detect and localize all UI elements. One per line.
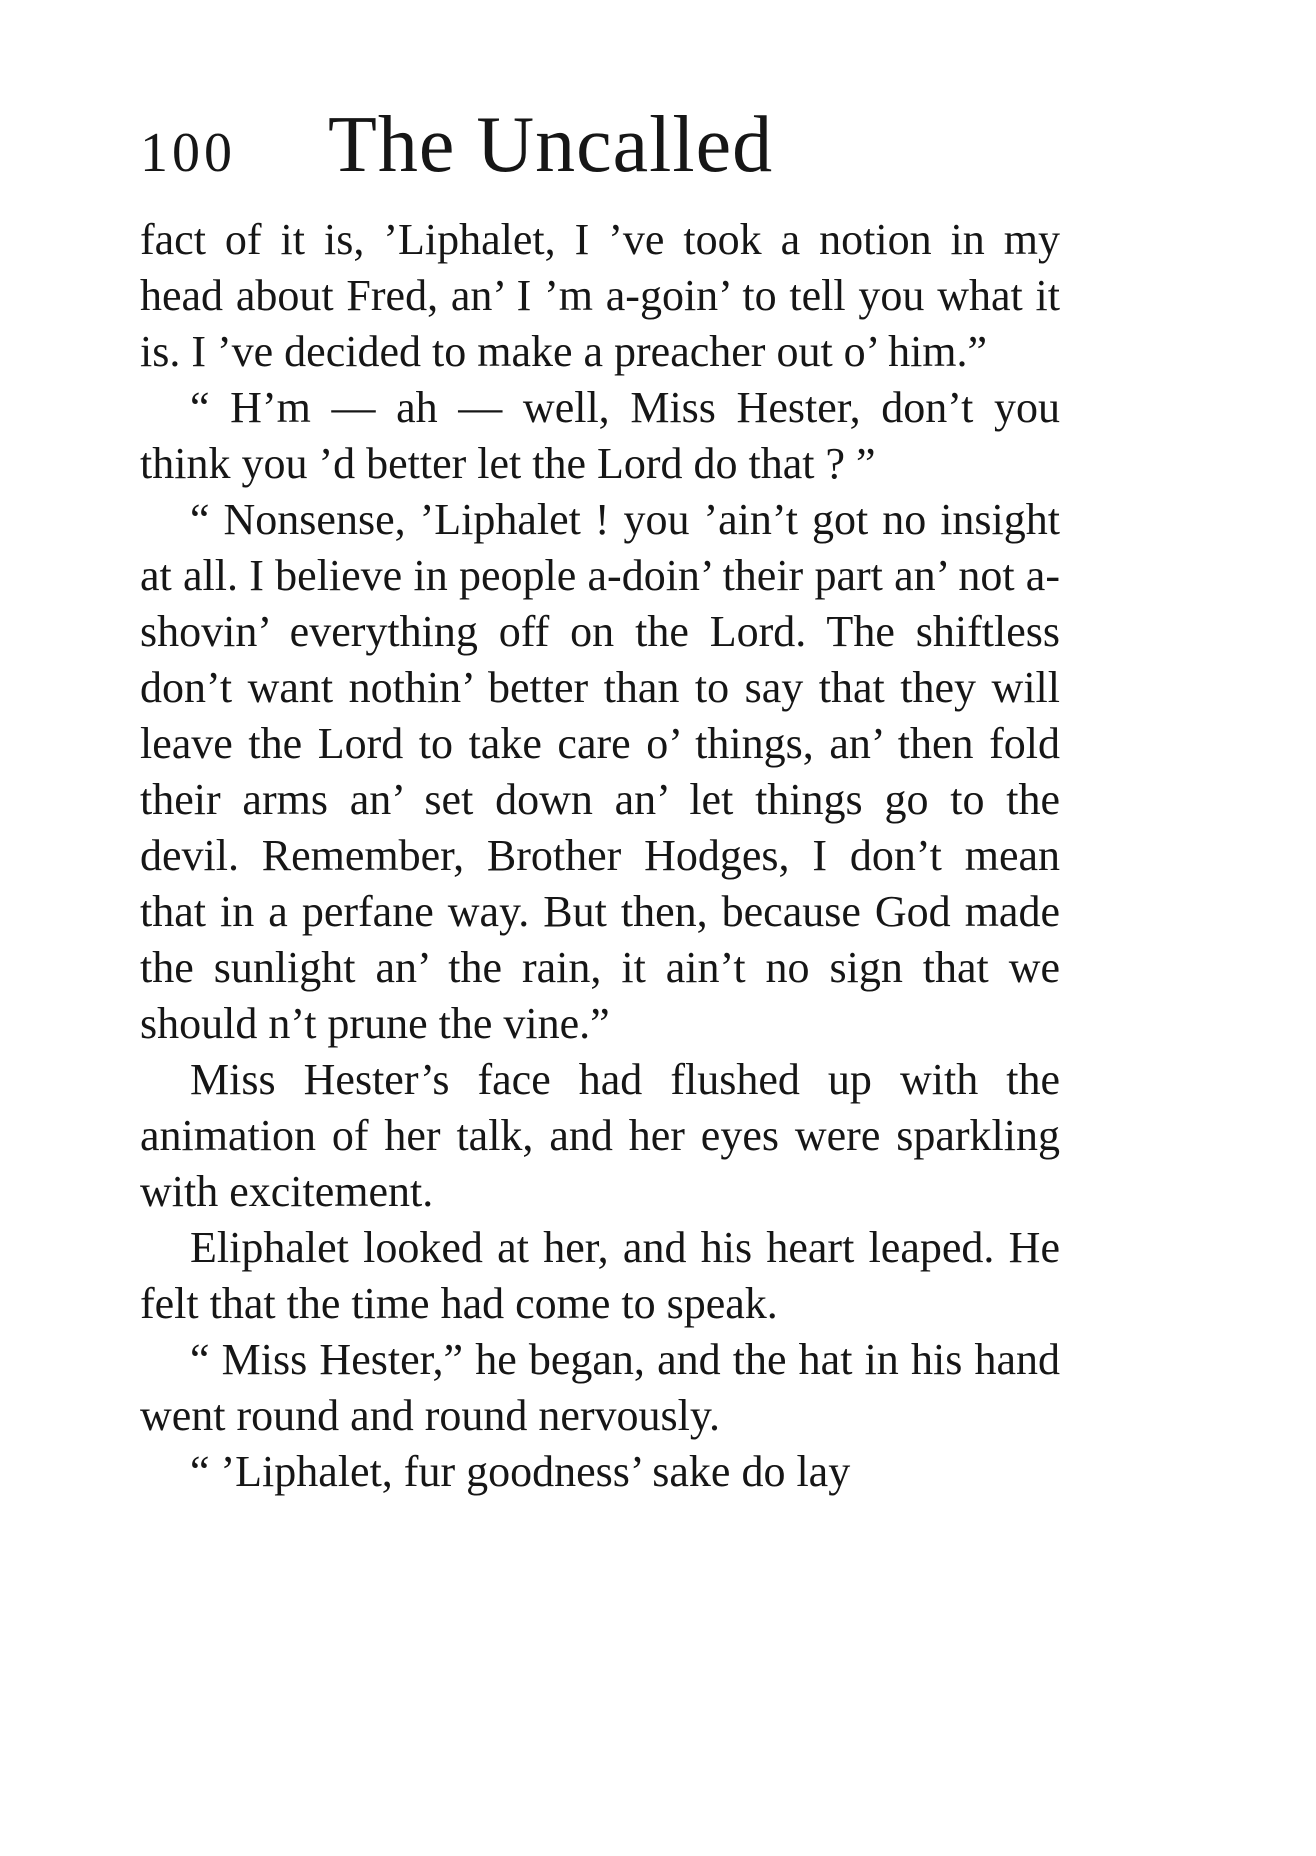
paragraph: “ ’Liphalet, fur goodness’ sake do lay <box>190 1447 851 1496</box>
body-text <box>140 212 1060 1500</box>
running-head <box>140 100 773 190</box>
paragraph: “ Miss Hester,” he began, and the hat in his hand went round and round nervously. <box>140 1335 1060 1440</box>
paragraph: fact of it is, ’Liphalet, I ’ve took a notion in my head about Fred, an’ I ’m a-goin’ to tell you what it is. I ’ve decided to make a preacher out o’ him.” <box>140 215 1060 376</box>
paragraph: Miss Hester’s face had flushed up with the animation of her talk, and her eyes were sparkling with excitement. <box>140 1055 1060 1216</box>
paragraph: “ H’m — ah — well, Miss Hester, don’t you think you ’d better let the Lord do that ? ” <box>140 383 1060 488</box>
running-title: The Uncalled <box>328 101 774 189</box>
paragraph: “ Nonsense, ’Liphalet ! you ’ain’t got no insight at all. I believe in people a-doin’ their part an’ not a-shovin’ everything off on the Lord. The shiftless don’t want nothin’ better than to say that they will leave the Lord to take care o’ things, an’ then fold their arms an’ set down an’ let things go to the devil. Remember, Brother Hodges, I don’t mean that in a perfane way. But then, because God made the sunlight an’ the rain, it ain’t no sign that we should n’t prune the vine.” <box>140 495 1060 1048</box>
paragraph: Eliphalet looked at her, and his heart leaped. He felt that the time had come to speak. <box>140 1223 1060 1328</box>
page-number: 100 <box>140 122 236 184</box>
